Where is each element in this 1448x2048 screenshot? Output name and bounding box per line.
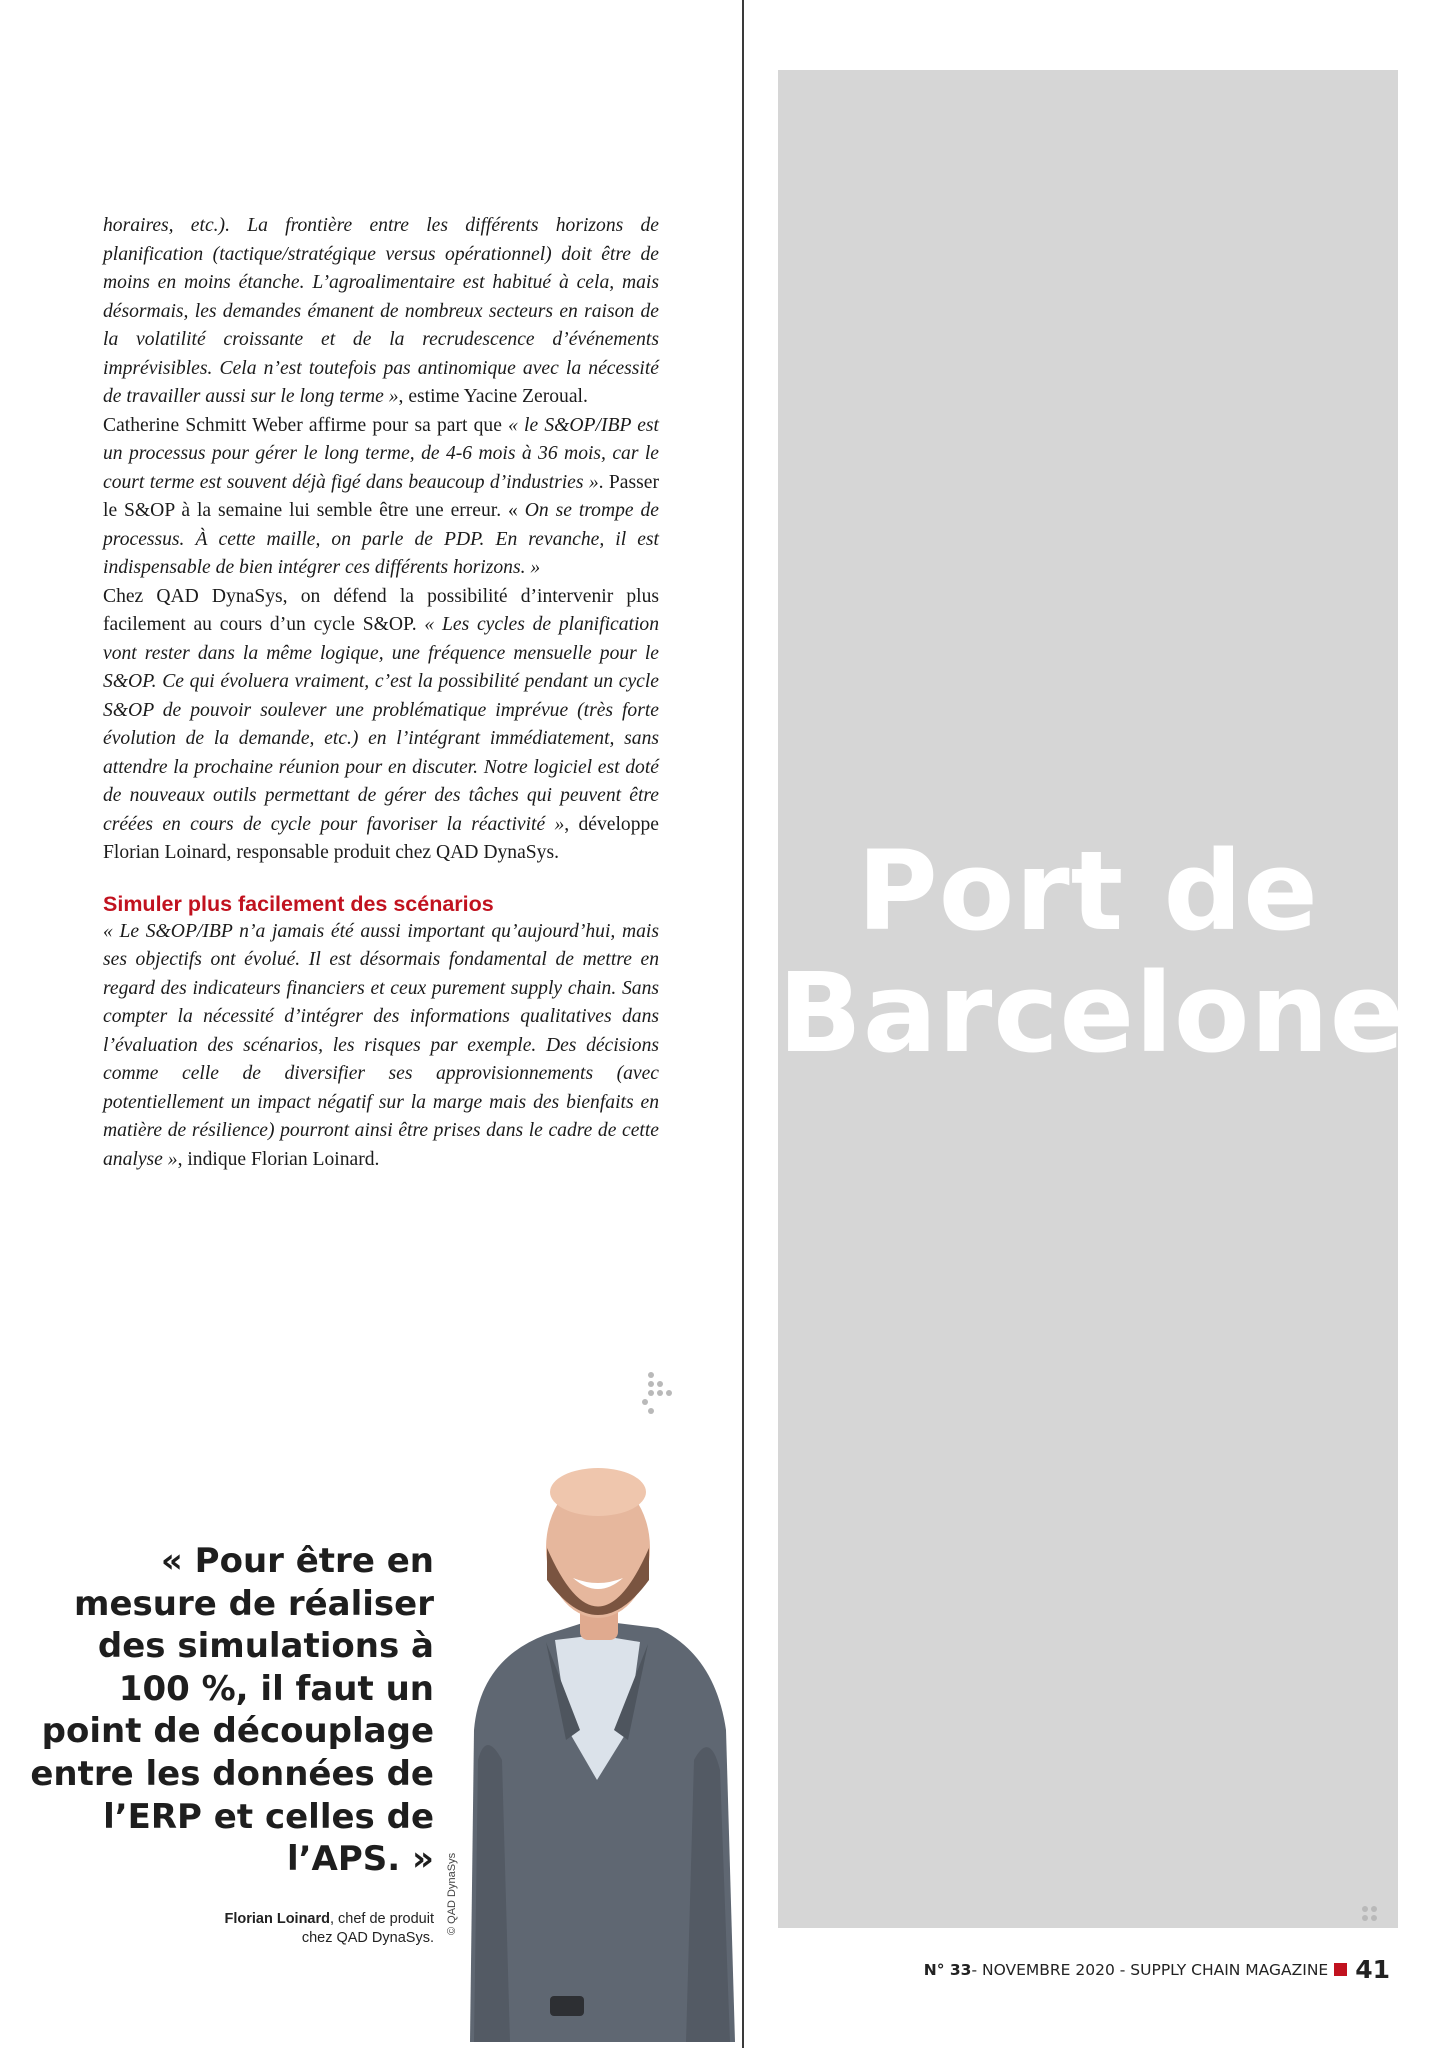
- photo-caption: [130, 1910, 434, 1948]
- paragraph-2: [103, 412, 659, 583]
- attribution-text: , estime Yacine Zeroual.: [398, 386, 588, 407]
- body-text: Chez QAD DynaSys, on défend la possibilité d’intervenir plus facilement au cours d’un cycle S&OP.: [103, 585, 659, 635]
- quote-text: « le S&OP/IBP est un processus pour gérer le long terme, de 4-6 mois à 36 mois, car le court terme est souvent déjà figé dans beaucoup d’industries »: [103, 414, 660, 493]
- caption-role: , chef de produit: [330, 1911, 434, 1927]
- issue-number: N° 33: [923, 1960, 972, 1979]
- body-text: Catherine Schmitt Weber affirme pour sa part que: [103, 414, 509, 436]
- page-number: 41: [1355, 1955, 1390, 1984]
- quote-text: horaires, etc.). La frontière entre les différents horizons de planification (tactique/stratégique versus opérationnel) doit être de moins en moins étanche. L’agroalimentaire est habitué à cela, mais désormais, les demandes émanent de nombreux secteurs en raison de la volatilité croissante et de la recrudescence d’événements imprévisibles. Cela n’est toutefois pas antinomique avec la nécessité de travailler aussi sur le long terme »: [103, 215, 659, 407]
- attribution-text: , développe Florian Loinard, responsable produit chez QAD DynaSys.: [103, 813, 659, 863]
- caption-company: chez QAD DynaSys.: [301, 1930, 434, 1946]
- portrait-photo: [450, 1430, 742, 2048]
- paragraph-1: [103, 212, 659, 412]
- article-body: [103, 212, 659, 1174]
- paragraph-3: [103, 583, 659, 868]
- column-rule: [742, 0, 744, 2048]
- panel-title: [778, 827, 1406, 1077]
- section-subheading: Simuler plus facilement des scénarios: [103, 891, 494, 916]
- quote-text: On se trompe de processus. À cette maille, on parle de PDP. En revanche, il est indispensable de bien intégrer ces différents horizons. »: [103, 500, 659, 578]
- page-footer: [924, 1955, 1390, 1984]
- image-placeholder-panel: [778, 70, 1406, 1928]
- photo-credit-text: © QAD DynaSys: [446, 1852, 458, 1935]
- body-text: . Passer le S&OP à la semaine lui semble être une erreur. «: [103, 471, 659, 521]
- panel-title-line-2: Barcelone: [778, 949, 1406, 1077]
- quote-text: « Les cycles de planification vont rester dans la même logique, une fréquence mensuelle pour le S&OP. Ce qui évoluera vraiment, c’est la possibilité pendant un cycle S&OP de pouvoir soulever une problématique imprévue (très forte évolution de la demande, etc.) en l’intégrant immédiatement, sans attendre la prochaine réunion pour en discuter. Notre logiciel est doté de nouveaux outils permettant de gérer des tâches qui peuvent être créées en cours de cycle pour favoriser la réactivité »: [103, 614, 659, 835]
- panel-title-line-1: Port de: [857, 827, 1319, 955]
- quote-text: « Le S&OP/IBP n’a jamais été aussi important qu’aujourd’hui, mais ses objectifs ont évolué. Il est désormais fondamental de mettre en regard des indicateurs financiers et ceux purement supply chain. Sans compter la nécessité d’intégrer des informations qualitatives dans l’évaluation des scénarios, les risques par exemple. Des décisions comme celle de diversifier ses approvisionnements (avec potentiellement un impact négatif sur la marge mais des bienfaits en matière de résilience) pourront ainsi être prises dans le cadre de cette analyse »: [103, 920, 659, 1170]
- attribution-text: , indique Florian Loinard.: [177, 1148, 380, 1170]
- paragraph-4: [103, 918, 659, 1175]
- footer-square-icon: [1334, 1963, 1347, 1976]
- pull-quote: « Pour être en mesure de réaliser des simulations à 100 %, il faut un point de découplage entre les données de l’ERP et celles de l’APS. »: [30, 1541, 434, 1880]
- caption-name: Florian Loinard: [224, 1911, 330, 1927]
- issue-details: - NOVEMBRE 2020 - SUPPLY CHAIN MAGAZINE: [971, 1960, 1329, 1979]
